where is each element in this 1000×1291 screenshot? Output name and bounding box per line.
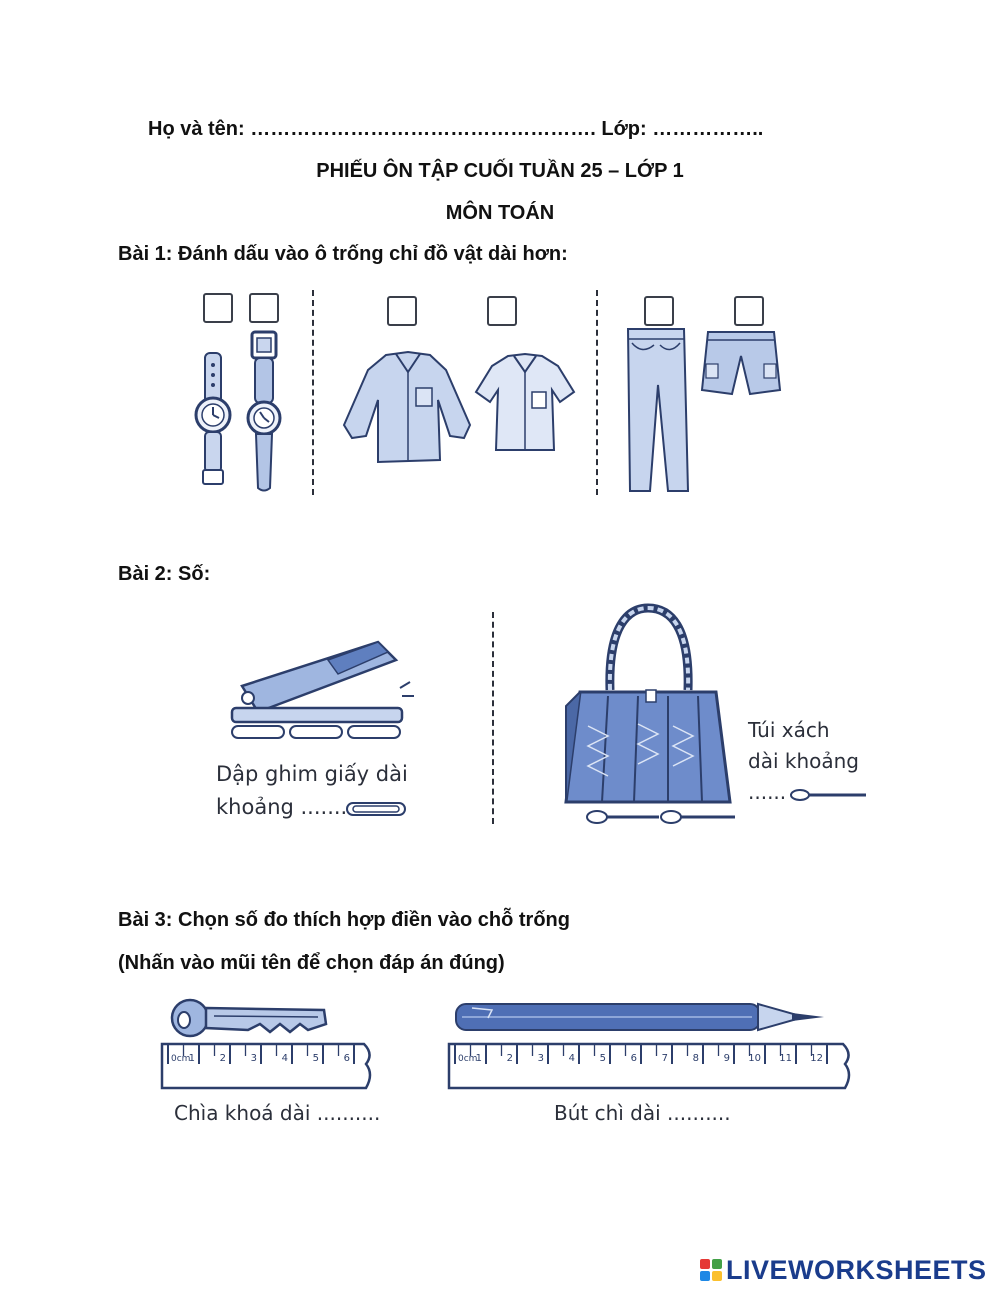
short-shirt-image [470,352,580,457]
checkbox-watch-long[interactable] [203,293,233,323]
logo-square-blue [700,1271,710,1281]
ruler-tick-label: 3 [537,1053,544,1064]
pencil-image [452,996,832,1040]
ruler-tick-label: 10 [748,1053,761,1064]
liveworksheets-brand[interactable] [700,1255,987,1285]
key-image [168,986,333,1041]
divider-2 [596,290,598,495]
watch-long-image [190,350,240,490]
ruler-tick-label: 5 [312,1053,319,1064]
logo-square-green [712,1259,722,1269]
checkbox-long-shirt[interactable] [387,296,417,326]
logo-square-yellow [712,1271,722,1281]
ruler-tick-label: 4 [568,1053,575,1064]
checkbox-watch-short[interactable] [249,293,279,323]
ruler-tick-label: 2 [219,1053,226,1064]
ruler-tick-label: 9 [723,1053,730,1064]
stapler-caption-line2: khoảng ....... [216,795,348,819]
divider-1 [312,290,314,495]
stapler-image [228,638,418,743]
key-ruler [160,1042,378,1092]
exercise3-heading: Bài 3: Chọn số đo thích hợp điền vào chỗ trống [118,909,570,931]
bag-caption-line2: dài khoảng [748,749,859,773]
clip-icon [345,801,407,817]
ruler-tick-label: 11 [779,1053,792,1064]
ruler-tick-label: 5 [599,1053,606,1064]
exercise2-heading: Bài 2: Số: [118,563,211,585]
ruler-unit-label: 0cm [458,1054,478,1064]
ruler-tick-label: 8 [692,1053,699,1064]
long-shirt-image [338,350,478,470]
liveworksheets-logo-icon [700,1259,722,1281]
ruler-tick-label: 1 [475,1053,482,1064]
subject-title: MÔN TOÁN [445,202,555,224]
exercise3-instruction: (Nhấn vào mũi tên để chọn đáp án đúng) [118,952,505,974]
key-caption: Chìa khoá dài .......... [174,1101,381,1125]
pencil-ruler [447,1042,857,1092]
ruler-tick-label: 3 [250,1053,257,1064]
exercise1-heading: Bài 1: Đánh dấu vào ô trống chỉ đồ vật dài hơn: [118,243,568,265]
checkbox-shorts[interactable] [734,296,764,326]
spoon-row [585,809,745,825]
pencil-caption: Bút chì dài .......... [554,1101,731,1125]
ruler-tick-label: 12 [810,1053,823,1064]
ruler-unit-label: 0cm [171,1054,191,1064]
handbag-image [558,606,738,826]
name-class-line: Họ và tên: ……………………………………………. Lớp: …………….. [148,118,764,140]
ruler-tick-label: 1 [188,1053,195,1064]
ruler-tick-label: 7 [661,1053,668,1064]
stapler-caption-line1: Dập ghim giấy dài [216,762,408,786]
checkbox-long-pants[interactable] [644,296,674,326]
spoon-icon [790,788,870,802]
logo-square-red [700,1259,710,1269]
divider-3 [492,612,494,824]
checkbox-short-shirt[interactable] [487,296,517,326]
worksheet-title: PHIẾU ÔN TẬP CUỐI TUẦN 25 – LỚP 1 [316,160,684,182]
ruler-tick-label: 2 [506,1053,513,1064]
shorts-image [696,328,786,398]
bag-caption-line1: Túi xách [748,718,830,742]
ruler-tick-label: 4 [281,1053,288,1064]
ruler-tick-label: 6 [630,1053,637,1064]
watch-short-image [240,330,290,495]
ruler-tick-label: 6 [343,1053,350,1064]
bag-caption-line3: ...... [748,780,787,804]
brand-name: LIVEWORKSHEETS [726,1254,987,1285]
long-pants-image [618,325,698,497]
